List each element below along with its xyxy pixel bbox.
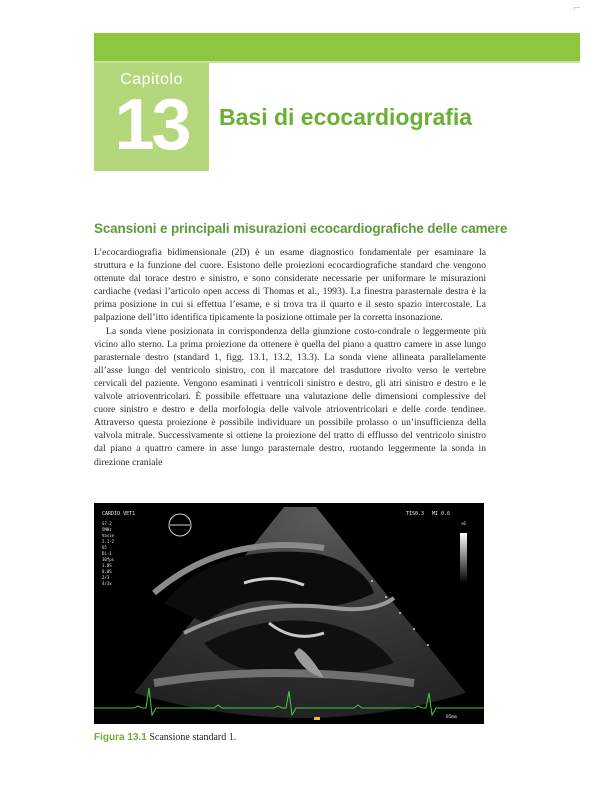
svg-text:5MHz: 5MHz	[102, 527, 112, 532]
corner-crop-mark: ⌐	[573, 4, 581, 14]
depth-readout: 85mm	[446, 715, 457, 720]
svg-text:2.1-2: 2.1-2	[102, 539, 115, 544]
mi-readout: MI 0.6	[432, 511, 451, 517]
svg-text:2/3: 2/3	[102, 575, 110, 580]
svg-text:Vasie: Vasie	[102, 533, 115, 538]
chapter-header-bar	[94, 33, 580, 61]
tis-readout: TIS0.3	[406, 511, 425, 517]
svg-text:30fps: 30fps	[102, 557, 115, 562]
svg-text:1.0S: 1.0S	[102, 563, 112, 568]
svg-text:Di-1: Di-1	[102, 551, 112, 556]
chapter-number: 13	[114, 85, 189, 165]
paragraph-1: L’ecocardiografia bidimensionale (2D) è un esame diagnostico fondamentale per esaminare la struttura e la funzione del cuore. Esistono delle proiezioni ecocardiografiche standard che vengono ottenute dal torace destro e sinistro, e sono considerate necessarie per uniformare le misurazioni cardiache (vedasi l’articolo open access di Thomas et al., 1993). La finestra parasternale destra è la prima posizione in cui si effettua l’esame, e si trova tra il quarto e il sesto spazio intercostale. La palpazione dell’itto identifica tipicamente la posizione ottimale per la corretta insonazione.	[94, 247, 486, 324]
chapter-title: Basi di ecocardiografia	[219, 104, 473, 130]
svg-text:0.0S: 0.0S	[102, 569, 112, 574]
body-text	[94, 246, 486, 469]
figure-caption-text: Scansione standard 1.	[149, 732, 237, 743]
svg-text:4/3x: 4/3x	[102, 581, 112, 586]
section-heading: Scansioni e principali misurazioni ecocardiografiche delle camere	[94, 221, 508, 236]
grayscale-scale-top: +6	[461, 521, 466, 526]
preset-label: CARDIO VET1	[102, 511, 136, 517]
grayscale-bar	[460, 533, 467, 583]
chapter-number-box	[94, 63, 209, 171]
figure-caption-label: Figura 13.1	[94, 732, 147, 743]
ultrasound-image	[94, 503, 484, 724]
echocardiogram-figure	[94, 503, 484, 724]
frame-marker	[314, 717, 320, 720]
svg-text:S7-2: S7-2	[102, 521, 112, 526]
figure-caption	[94, 732, 236, 743]
svg-text:65: 65	[102, 545, 107, 550]
chapter-label: Capitolo	[120, 71, 183, 88]
paragraph-2: La sonda viene posizionata in corrispondenza della giunzione costo-condrale o leggermente più vicino allo sterno. La prima proiezione da ottenere è quella del piano a quattro camere in asse lungo parasternale destro (standard 1, figg. 13.1, 13.2, 13.3). La sonda viene allineata parallelamente all’asse lungo del ventricolo sinistro, con il marcatore del trasduttore rivolto verso le vertebre cervicali del paziente. Vengono esaminati i ventricoli sinistro e destro, gli atri sinistro e destro e le valvole atrioventricolari. È possibile effettuare una valutazione delle dimensioni complessive del cuore sinistro e destro e della morfologia delle valvole atrioventricolari e delle corde tendinee. Attraverso questa proiezione è possibile individuare un possibile prolasso o un’insufficienza della valvola mitrale. Successivamente si ottiene la proiezione del tratto di efflusso del ventricolo sinistro dal piano a quattro camere in asse lungo parasternale destro, ruotando leggermente la sonda in direzione craniale	[94, 325, 486, 468]
